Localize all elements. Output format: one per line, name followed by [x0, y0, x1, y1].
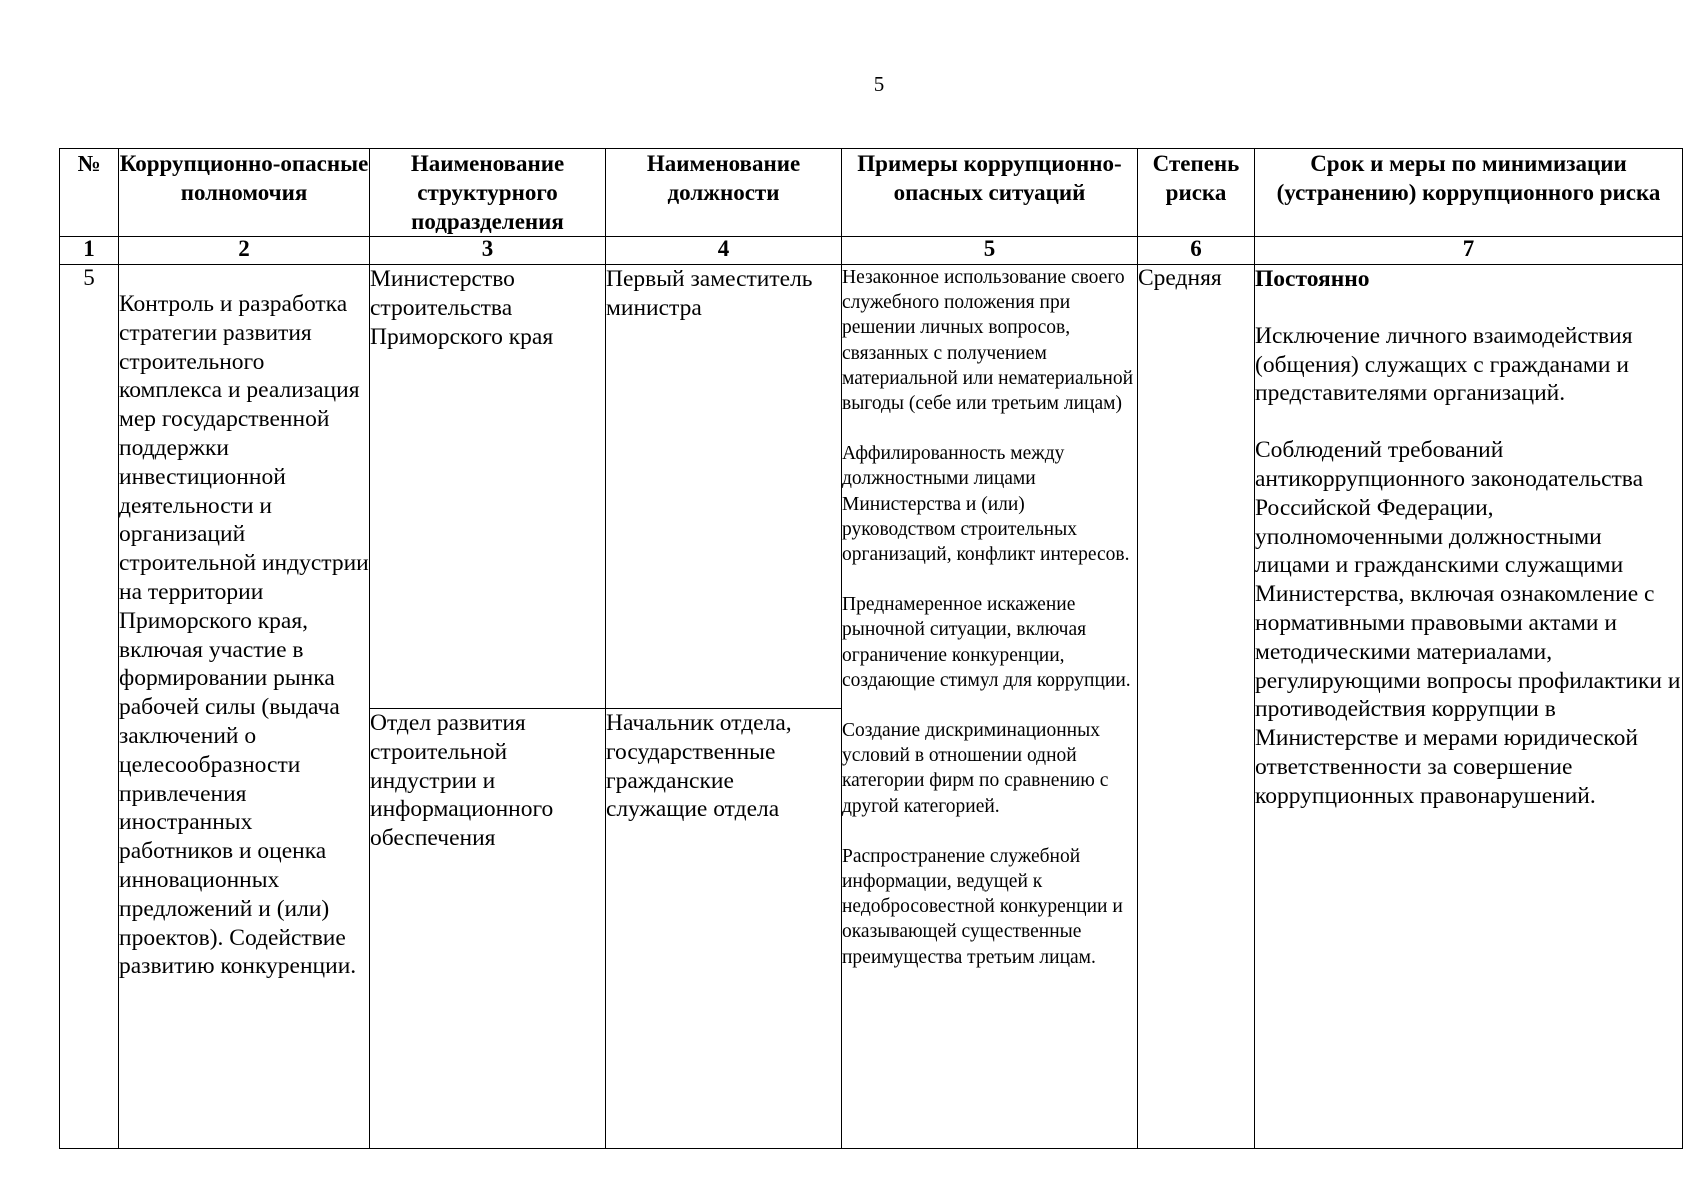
measure-item: Соблюдений требований антикоррупционного законодательства Российской Федерации, уполномоченными должностными лицами и гражданскими служащими Министерства, включая ознакомление с нормативными правовыми актами и методическими материалами, регулирующими вопросы профилактики и противодействия коррупции в Министерстве и мерами юридической ответственности за совершение коррупционных правонарушений.: [1255, 437, 1681, 809]
table-row: [60, 265, 1683, 709]
page-number: 5: [873, 72, 885, 96]
column-number: 5: [842, 237, 1138, 265]
situations-cell: [842, 265, 1138, 1149]
measure-item: Исключение личного взаимодействия (общения) служащих с гражданами и представителями организаций.: [1255, 322, 1633, 407]
subdivision-cell: Министерство строительства Приморского края: [370, 265, 606, 709]
column-number: 3: [370, 237, 606, 265]
position-cell: Начальник отдела, государственные гражданские служащие отдела: [606, 709, 842, 1149]
header-measures: Срок и меры по минимизации (устранению) коррупционного риска: [1255, 149, 1683, 237]
header-row: [60, 149, 1683, 237]
column-number: 6: [1138, 237, 1255, 265]
position-cell: Первый заместитель министра: [606, 265, 842, 709]
situation-item: Преднамеренное искажение рыночной ситуации, включая ограничение конкуренции, создающие стимул для коррупции.: [842, 594, 1131, 691]
header-situations: Примеры коррупционно-опасных ситуаций: [842, 149, 1138, 237]
header-number: №: [60, 149, 119, 237]
column-number-row: [60, 237, 1683, 265]
situation-item: Незаконное использование своего служебного положения при решении личных вопросов, связанных с получением материальной или нематериальной выгоды (себе или третьим лицам): [842, 267, 1134, 415]
term-label: Постоянно: [1255, 266, 1370, 292]
powers-text: Контроль и разработка стратегии развития строительного комплекса и реализация мер государственной поддержки инвестиционной деятельности и организаций строительной индустрии на территории Приморского края, включая участие в формировании рынка рабочей силы (выдача заключений о целесообразности привлечения иностранных работников и оценка инновационных предложений и (или) проектов). Содействие развитию конкуренции.: [119, 291, 369, 980]
powers-cell: [119, 265, 370, 1149]
column-number: 4: [606, 237, 842, 265]
measures-cell: [1255, 265, 1683, 1149]
column-number: 7: [1255, 237, 1683, 265]
header-powers: Коррупционно-опасные полномочия: [119, 149, 370, 237]
header-subdivision: Наименование структурного подразделения: [370, 149, 606, 237]
header-position: Наименование должности: [606, 149, 842, 237]
situation-item: Создание дискриминационных условий в отношении одной категории фирм по сравнению с другой категорией.: [842, 720, 1109, 817]
situation-item: Распространение служебной информации, ведущей к недобросовестной конкуренции и оказывающей существенные преимущества третьим лицам.: [842, 845, 1123, 968]
column-number: 2: [119, 237, 370, 265]
situation-item: Аффилированность между должностными лицами Министерства и (или) руководством строительных организаций, конфликт интересов.: [842, 443, 1130, 566]
row-number: 5: [60, 265, 119, 1149]
subdivision-cell: Отдел развития строительной индустрии и информационного обеспечения: [370, 709, 606, 1149]
header-risk-degree: Степень риска: [1138, 149, 1255, 237]
risk-degree-cell: Средняя: [1138, 265, 1255, 1149]
column-number: 1: [60, 237, 119, 265]
corruption-risk-table: [59, 148, 1683, 1149]
